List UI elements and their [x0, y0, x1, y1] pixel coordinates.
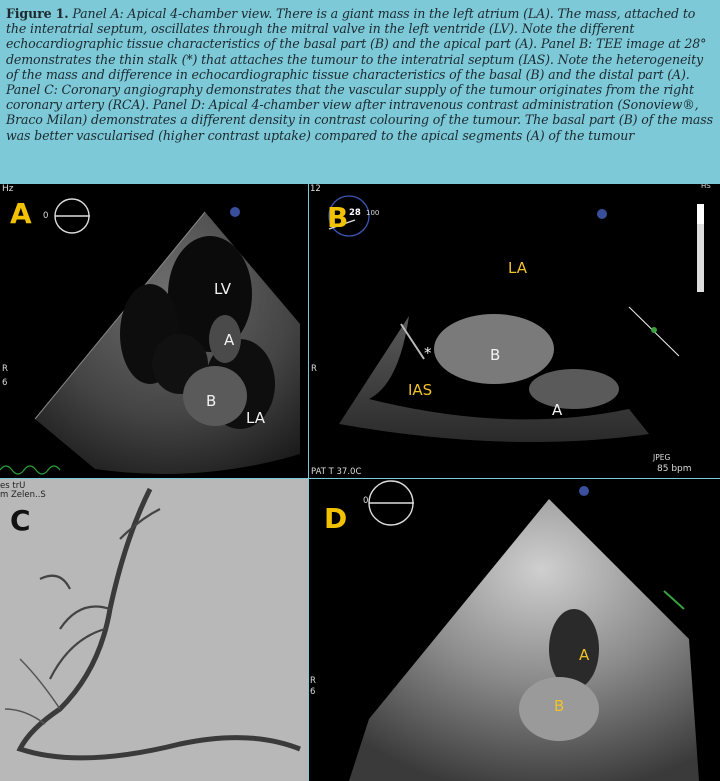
panel-a-b-label: B	[206, 392, 217, 410]
panel-b-jpeg-text: JPEG	[653, 453, 671, 462]
panel-a-label: A	[10, 197, 32, 230]
panel-c-meta-line-2: m Zelen..S	[0, 490, 46, 500]
panel-c-angiography-image	[0, 479, 308, 781]
panel-d-b-label: B	[554, 697, 565, 715]
panel-c-meta-line-1: es trU	[0, 481, 26, 491]
panel-b-heart-rate: 85 bpm	[657, 464, 692, 474]
panel-b-angle: 28	[349, 208, 361, 218]
figure-label: Figure 1.	[6, 6, 69, 21]
panel-c-angiography-graphic	[0, 479, 308, 781]
panel-d-six-marker: 6	[310, 687, 316, 697]
panel-b-top-number: 12	[310, 184, 321, 194]
panel-b-a-label: A	[552, 401, 563, 419]
panel-d-r-marker: R	[310, 676, 316, 686]
panel-a-a-label: A	[224, 331, 235, 349]
panel-a-zero: 0	[43, 211, 49, 221]
panel-b-stalk-star: *	[424, 344, 432, 362]
panel-a-hz-text: Hz	[2, 184, 14, 194]
panel-d-contrast-echo-image	[309, 479, 720, 781]
panel-b-hs-text: HS	[701, 184, 711, 190]
panel-a-r-marker: R	[2, 364, 8, 374]
panel-d-a-label: A	[579, 646, 590, 664]
panel-a-ultrasound-graphic	[0, 184, 308, 478]
panel-b-tee-image	[309, 184, 720, 478]
panel-b-ias-label: IAS	[408, 381, 433, 399]
figure-caption	[6, 6, 714, 182]
panel-d-zero: 0	[363, 496, 369, 506]
panel-a-lv-label: LV	[214, 280, 231, 298]
panel-d-label: D	[324, 502, 348, 535]
panel-b-b-label: B	[490, 346, 501, 364]
panel-b-r-marker: R	[311, 364, 317, 374]
panel-b-la-label: LA	[508, 259, 527, 277]
panel-a-six-marker: 6	[2, 378, 8, 388]
panel-d-ultrasound-graphic	[309, 479, 720, 781]
panel-b-pat-text: PAT T 37.0C	[311, 467, 362, 477]
caption-text: Panel A: Apical 4-chamber view. There is a giant mass in the left atrium (LA). The mass, attached to the interatrial septum, oscillates through the mitral valve in the left ventride (LV). Note the different echocardiographic tissue characteristics of the basal part (B) and the apical part (A). Panel B: TEE image at 28° demonstrates the thin stalk (*) that attaches the tumour to the interatrial septum (IAS). Note the heterogeneity of the mass and difference in echocardiographic tissue characteristics of the basal (B) and the distal part (A). Panel C: Coronary angiography demonstrates that the vascular supply of the tumour originates from the right coronary artery (RCA). Panel D: Apical 4-chamber view after intravenous contrast administration (Sonoview®, Braco Milan) demonstrates a different density in contrast colouring of the tumour. The basal part (B) of the mass was better vascularised (higher contrast uptake) compared to the apical segments (A) of the tumour	[6, 6, 713, 143]
panel-b-depth: 100	[366, 209, 380, 217]
panel-c-label: C	[10, 504, 31, 537]
panel-b-ultrasound-graphic	[309, 184, 720, 478]
panel-b-label: B	[327, 201, 349, 234]
panel-a-la-label: LA	[246, 409, 265, 427]
panel-a-echo-image	[0, 184, 308, 478]
